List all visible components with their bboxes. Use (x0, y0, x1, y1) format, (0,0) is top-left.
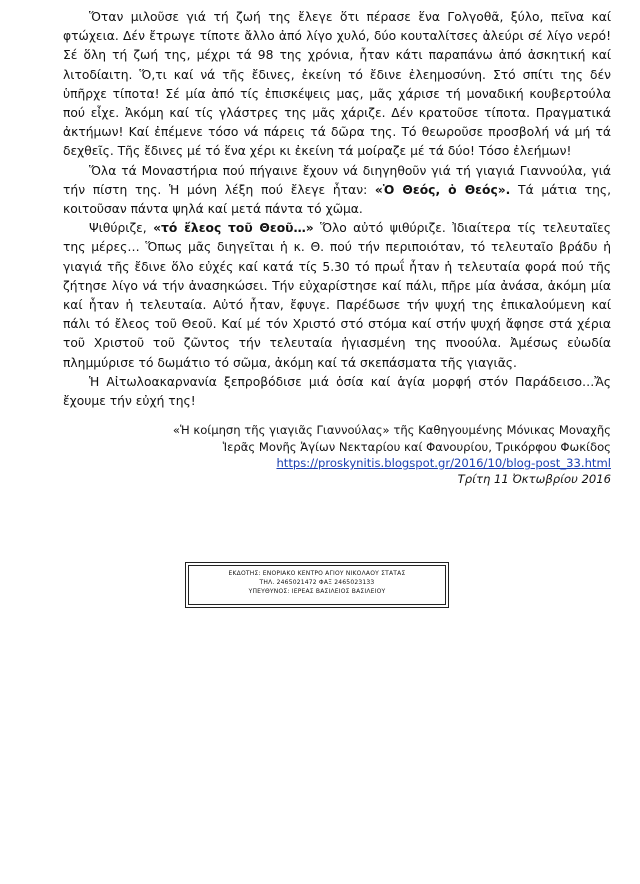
stamp-phone: ΤΗΛ. 2465021472 ΦΑΞ 2465023133 (259, 579, 375, 586)
publication-date: Τρίτη 11 Ὀκτωβρίου 2016 (457, 472, 611, 487)
publisher-stamp (188, 565, 446, 605)
paragraph-text: Ὅταν μιλοῦσε γιά τή ζωή της ἔλεγε ὅτι πέρασε ἕνα Γολγοθᾶ, ξύλο, πεῖνα καί φτώχεια. Δέν ἔτρωγε τίποτε ἄλλο ἀπό λίγο χυλό, δύο κουταλίτσες ἀλεύρι σέ λίγο νερό! Σέ ὅλη τή ζωή της, μέχρι τά 98 της χρόνια, ἦταν κάτι παραπάνω ἀπό ἀσκητική καί λιτοδίαιτη. Ὅ,τι καί νά τῆς ἔδινες, ἐκείνη τό ἔδινε ἐλεημοσύνη. Στό σπίτι της δέν ὑπῆρχε τίποτα! Σέ μία ἀπό τίς ἐπισκέψεις μας, μᾶς χάρισε τή μοναδική κουβερτούλα πού εἶχε. Ἀκόμη καί τίς γλάστρες της μᾶς χάριζε. Δέν κρατοῦσε τίποτα. Πραγματικά ἀκτήμων! Καί ἐπέμενε τόσο νά πάρεις τά δῶρα της. Τό θεωροῦσε προσβολή νά μή τά δεχθεῖς. Τῆς ἔδινες μέ τό ἕνα χέρι κι ἐκείνη τά μοίραζε μέ τά δύο! Τόσο ἐλεήμων! (63, 10, 611, 159)
credits-block (63, 422, 611, 488)
stamp-responsible: ΥΠΕΥΘΥΝΟΣ: ΙΕΡΕΑΣ ΒΑΣΙΛΕΙΟΣ ΒΑΣΙΛΕΙΟΥ (248, 588, 386, 595)
paragraph-text: Τά μάτια της, κοιτοῦσαν πάντα ψηλά καί μετά πάντα τό χῶμα. (63, 182, 611, 217)
paragraph-4 (63, 373, 611, 411)
paragraph-text: Ψιθύριζε, (89, 221, 154, 236)
document-body (63, 8, 611, 488)
paragraph-2 (63, 162, 611, 220)
emphasized-quote: «Ὁ Θεός, ὁ Θεός». (374, 182, 511, 197)
credit-monastery: Ἱερᾶς Μονῆς Ἁγίων Νεκταρίου καί Φανουρίου, Τρικόρφου Φωκίδος (222, 439, 611, 454)
paragraph-text: Ὅλα τά Μοναστήρια πού πήγαινε ἔχουν νά διηγηθοῦν γιά τή γιαγιά Γιαννούλα, γιά τήν πίστη της. Ἡ μόνη λέξη πού ἔλεγε ἦταν: (63, 163, 611, 197)
stamp-publisher: ΕΚΔΟΤΗΣ: ΕΝΟΡΙΑΚΟ ΚΕΝΤΡΟ ΑΓΙΟΥ ΝΙΚΟΛΑΟΥ ΣΤΑΤΑΣ (228, 570, 406, 577)
source-link[interactable]: https://proskynitis.blogspot.gr/2016/10/blog-post_33.html (276, 456, 611, 471)
article-text (63, 8, 611, 411)
paragraph-3 (63, 219, 611, 373)
paragraph-1 (63, 8, 611, 162)
emphasized-quote: «τό ἔλεος τοῦ Θεοῦ…» (153, 221, 314, 236)
credit-source-title: «Ἡ κοίμηση τῆς γιαγιᾶς Γιαννούλας» τῆς Καθηγουμένης Μόνικας Μοναχῆς (172, 423, 611, 438)
paragraph-text: Ὅλο αὐτό ψιθύριζε. Ἰδιαίτερα τίς τελευταῖες της μέρες… Ὅπως μᾶς διηγεῖται ἡ κ. Θ. πού τήν περιποιόταν, τό τελευταῖο βράδυ ἡ γιαγιά τῆς ἔδινε ὅλο εὐχές καί κατά τίς 5.30 τό πρωΐ ἦταν ἡ τελευταία φορά πού τῆς ζήτησε λίγο νά τήν ἀνασηκώσει. Τήν εὐχαρίστησε καί πάλι, πῆρε μία ἀνάσα, ἀκόμη μία καί ἦταν ἡ τελευταία. Αὐτό ἦταν, ἔφυγε. Παρέδωσε τήν ψυχή της ἐπικαλούμενη καί πάλι τό ἔλεος τοῦ Θεοῦ. Καί μέ τόν Χριστό στό στόμα καί στήν ψυχή ἄφησε στά χέρια τοῦ Χριστοῦ τοῦ ζῶντος τήν τελευταία ἡγιασμένη της πνοούλα. Ἀμέσως εὐωδία πλημμύρισε τό δωμάτιο τό σῶμα, ἀκόμη καί τά σκεπάσματα τῆς γιαγιᾶς. (63, 221, 611, 370)
paragraph-text: Ἡ Αἰτωλοακαρνανία ξεπροβόδισε μιά ὁσία καί ἁγία μορφή στόν Παράδεισο…Ἄς ἔχουμε τήν εὐχή της! (63, 374, 611, 409)
